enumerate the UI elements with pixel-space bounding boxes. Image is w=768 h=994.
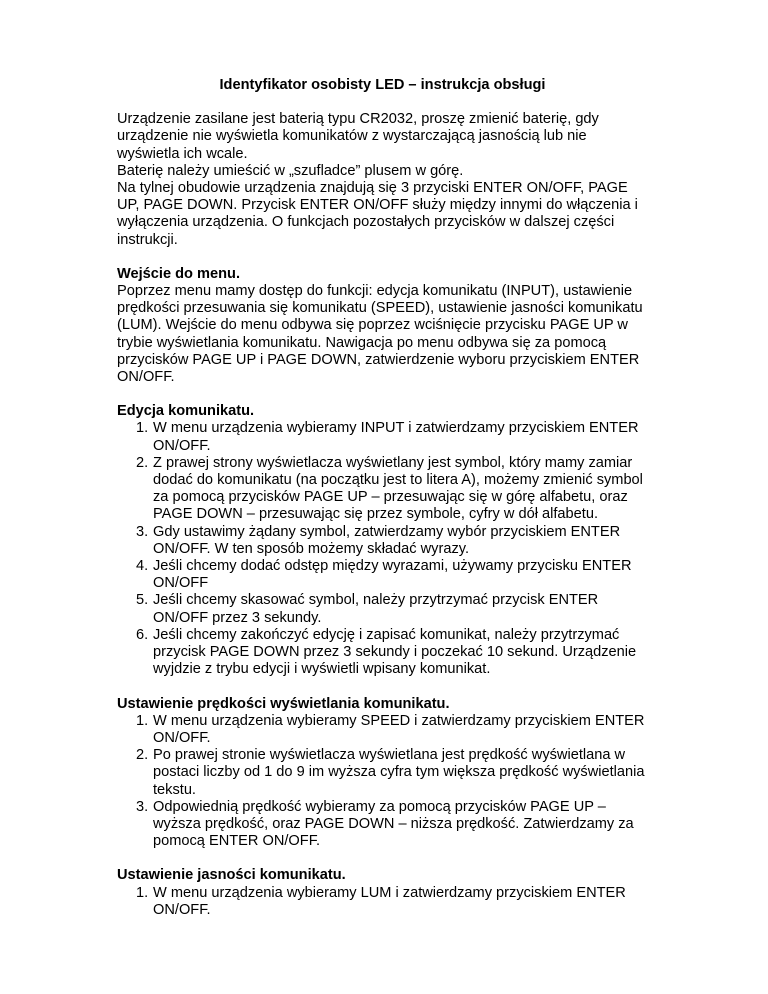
list-item (117, 558, 648, 592)
list-item-text: Z prawej strony wyświetlacza wyświetlany jest symbol, który mamy zamiar dodać do komunikatu (na początku jest to litera A), możemy zmienić symbol za pomocą przycisków PAGE UP – przesuwając się w górę alfabetu, oraz PAGE DOWN – przesuwając się przez symbole, cyfry w dół alfabetu. (153, 454, 643, 523)
intro-block (117, 111, 648, 249)
list-item-number: 1. (136, 712, 149, 729)
edit-steps-list (117, 420, 648, 678)
list-item-number: 2. (136, 454, 149, 471)
edit-section (117, 403, 648, 678)
list-item-text: Jeśli chcemy dodać odstęp między wyrazami, używamy przycisku ENTER ON/OFF (153, 558, 632, 592)
list-item (117, 627, 648, 679)
speed-steps-list (117, 713, 648, 851)
list-item-number: 6. (136, 626, 149, 643)
list-item-text: W menu urządzenia wybieramy SPEED i zatwierdzamy przyciskiem ENTER ON/OFF. (153, 712, 645, 746)
edit-section-heading: Edycja komunikatu. (117, 403, 255, 420)
lum-steps-list (117, 885, 648, 919)
document-title: Identyfikator osobisty LED – instrukcja obsługi (219, 77, 546, 93)
list-item (117, 747, 648, 799)
list-item (117, 799, 648, 851)
list-item-number: 2. (136, 747, 149, 764)
menu-section-heading: Wejście do menu. (117, 265, 240, 282)
intro-buttons-paragraph: Na tylnej obudowie urządzenia znajdują się 3 przyciski ENTER ON/OFF, PAGE UP, PAGE DOWN. Przycisk ENTER ON/OFF służy między innymi do włączenia i wyłączenia urządzenia. O funkcjach pozostałych przycisków w dalszej części instrukcji. (117, 180, 638, 248)
list-item-number: 5. (136, 592, 149, 609)
list-item-text: W menu urządzenia wybieramy LUM i zatwierdzamy przyciskiem ENTER ON/OFF. (153, 884, 626, 918)
list-item-text: Gdy ustawimy żądany symbol, zatwierdzamy wybór przyciskiem ENTER ON/OFF. W ten sposób możemy składać wyrazy. (153, 523, 621, 557)
list-item (117, 592, 648, 626)
list-item (117, 420, 648, 454)
menu-section-text: Poprzez menu mamy dostęp do funkcji: edycja komunikatu (INPUT), ustawienie prędkości przesuwania się komunikatu (SPEED), ustawienie jasności komunikatu (LUM). Wejście do menu odbywa się poprzez wciśnięcie przycisku PAGE UP w trybie wyświetlania komunikatu. Nawigacja po menu odbywa się za pomocą przycisków PAGE UP i PAGE DOWN, zatwierdzenie wyboru przyciskiem ENTER ON/OFF. (117, 283, 643, 386)
list-item (117, 524, 648, 558)
list-item-text: Po prawej stronie wyświetlacza wyświetlana jest prędkość wyświetlana w postaci liczby od 1 do 9 im wyższa cyfra tym większa prędkość wyświetlania tekstu. (153, 747, 645, 798)
list-item-number: 1. (136, 420, 149, 437)
list-item-text: Jeśli chcemy zakończyć edycję i zapisać komunikat, należy przytrzymać przycisk PAGE DOWN przez 3 sekundy i poczekać 10 sekund. Urządzenie wyjdzie z trybu edycji i wyświetli wpisany komunikat. (153, 626, 637, 678)
list-item (117, 455, 648, 524)
lum-section-heading: Ustawienie jasności komunikatu. (117, 867, 346, 884)
speed-section (117, 696, 648, 851)
menu-section (117, 266, 648, 386)
list-item-text: Jeśli chcemy skasować symbol, należy przytrzymać przycisk ENTER ON/OFF przez 3 sekundy. (153, 592, 599, 626)
list-item-number: 4. (136, 558, 149, 575)
list-item (117, 885, 648, 919)
list-item-number: 3. (136, 798, 149, 815)
list-item-number: 1. (136, 884, 149, 901)
speed-section-heading: Ustawienie prędkości wyświetlania komunikatu. (117, 695, 450, 712)
intro-battery-paragraph: Urządzenie zasilane jest baterią typu CR2032, proszę zmienić baterię, gdy urządzenie nie wyświetla komunikatów z wystarczającą jasnością lub nie wyświetla ich wcale. (117, 111, 599, 162)
intro-battery-orientation: Baterię należy umieścić w „szufladce” plusem w górę. (117, 162, 464, 179)
list-item (117, 713, 648, 747)
list-item-text: Odpowiednią prędkość wybieramy za pomocą przycisków PAGE UP – wyższa prędkość, oraz PAGE DOWN – niższa prędkość. Zatwierdzamy za pomocą ENTER ON/OFF. (153, 798, 634, 850)
lum-section (117, 867, 648, 919)
list-item-number: 3. (136, 523, 149, 540)
list-item-text: W menu urządzenia wybieramy INPUT i zatwierdzamy przyciskiem ENTER ON/OFF. (153, 420, 639, 454)
